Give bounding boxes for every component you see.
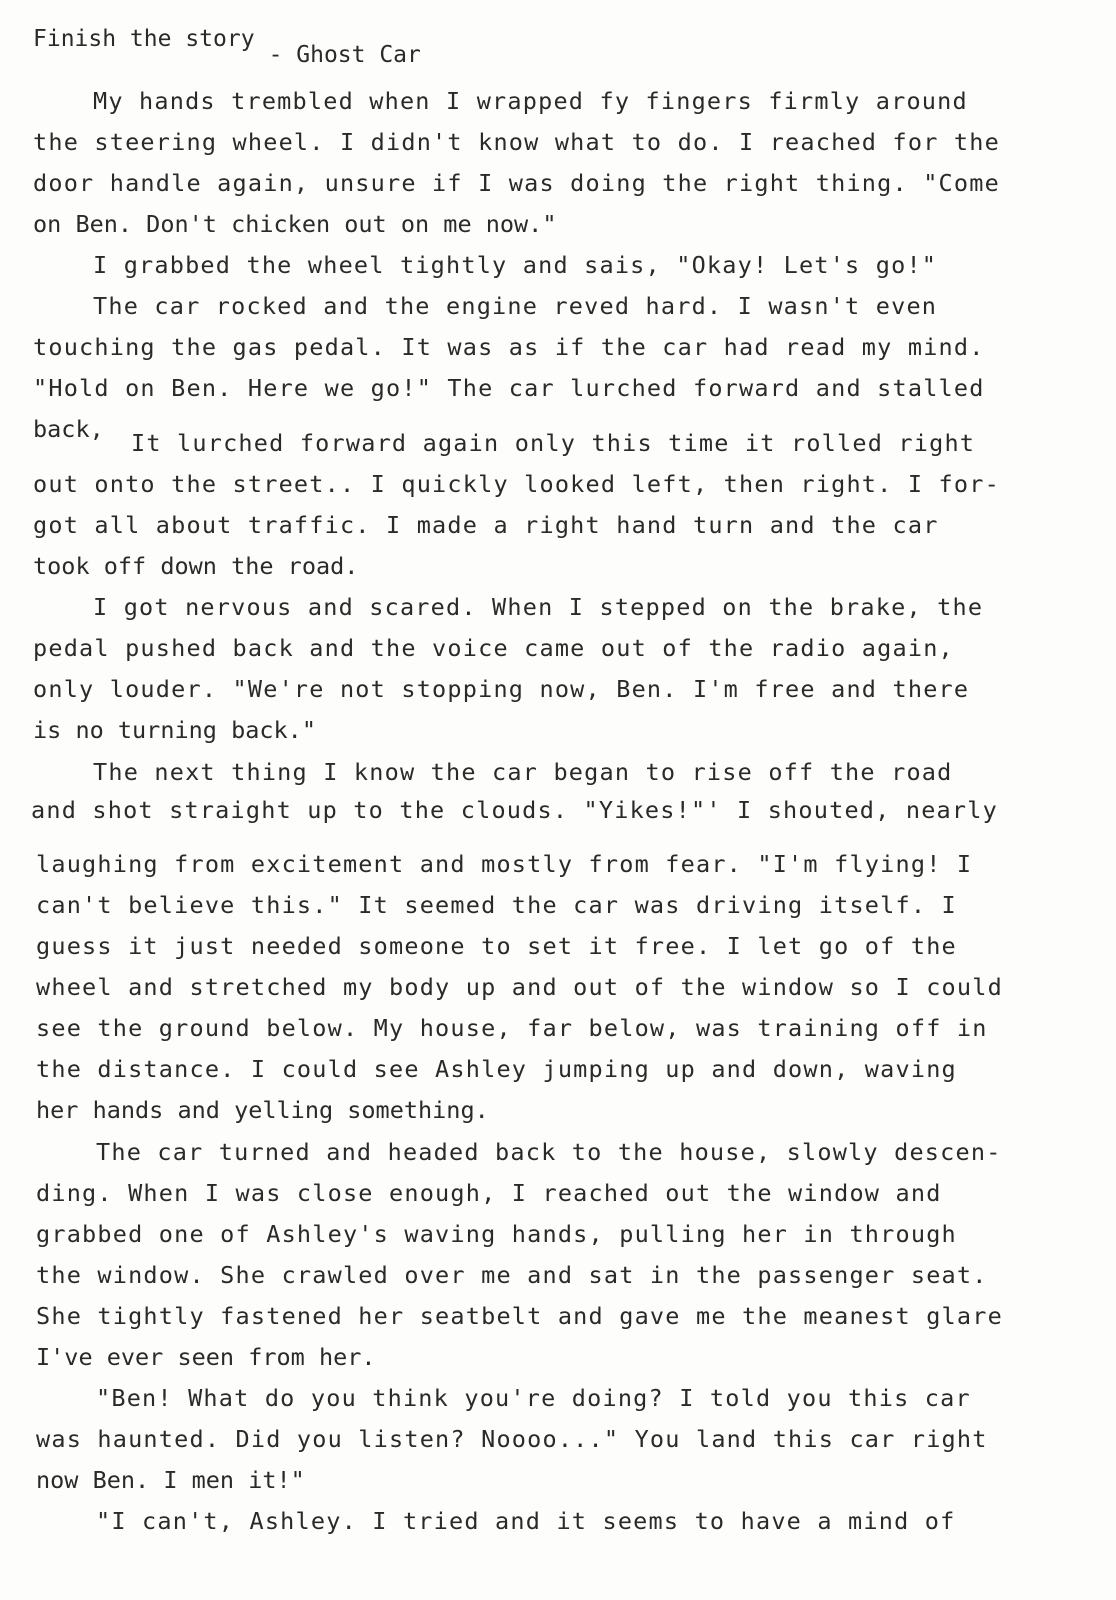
text-line: "Ben! What do you think you're doing? I told you this car	[96, 1384, 971, 1412]
text-line: back,	[33, 415, 104, 443]
text-line: I grabbed the wheel tightly and sais, "Okay! Let's go!"	[93, 251, 938, 279]
text-line: The car turned and headed back to the house, slowly descen-	[96, 1138, 1002, 1166]
text-line: pedal pushed back and the voice came out of the radio again,	[33, 634, 954, 662]
story-title	[33, 26, 421, 68]
text-line: I got nervous and scared. When I stepped on the brake, the	[93, 593, 984, 621]
text-line: door handle again, unsure if I was doing the right thing. "Come	[33, 169, 1000, 197]
text-line: now Ben. I men it!"	[36, 1466, 305, 1494]
text-line: only louder. "We're not stopping now, Ben. I'm free and there	[33, 675, 970, 703]
text-line: got all about traffic. I made a right hand turn and the car	[33, 511, 939, 539]
text-line: out onto the street.. I quickly looked left, then right. I for-	[33, 470, 1000, 498]
text-line: on Ben. Don't chicken out on me now."	[33, 210, 557, 238]
text-line: The car rocked and the engine reved hard. I wasn't even	[93, 292, 938, 320]
text-line: guess it just needed someone to set it free. I let go of the	[36, 932, 957, 960]
title-suffix: - Ghost Car	[268, 42, 421, 68]
text-line: The next thing I know the car began to rise off the road	[93, 758, 953, 786]
text-line: was haunted. Did you listen? Noooo..." You land this car right	[36, 1425, 988, 1453]
text-line: She tightly fastened her seatbelt and gave me the meanest glare	[36, 1302, 1003, 1330]
text-line: and shot straight up to the clouds. "Yikes!"' I shouted, nearly	[31, 796, 998, 824]
text-line: laughing from excitement and mostly from fear. "I'm flying! I	[36, 850, 973, 878]
text-line: see the ground below. My house, far below, was training off in	[36, 1014, 988, 1042]
text-line: It lurched forward again only this time it rolled right	[131, 429, 976, 457]
text-line: is no turning back."	[33, 716, 316, 744]
text-line: My hands trembled when I wrapped fy fingers firmly around	[93, 87, 968, 115]
title-prefix: Finish the story	[33, 26, 255, 52]
text-line: "Hold on Ben. Here we go!" The car lurched forward and stalled	[33, 374, 985, 402]
text-line: wheel and stretched my body up and out of the window so I could	[36, 973, 1003, 1001]
text-line: ding. When I was close enough, I reached out the window and	[36, 1179, 942, 1207]
text-line: took off down the road.	[33, 552, 359, 580]
text-line: grabbed one of Ashley's waving hands, pulling her in through	[36, 1220, 957, 1248]
text-line: the distance. I could see Ashley jumping up and down, waving	[36, 1055, 957, 1083]
text-line: can't believe this." It seemed the car was driving itself. I	[36, 891, 957, 919]
text-line: the steering wheel. I didn't know what to do. I reached for the	[33, 128, 1000, 156]
text-line: I've ever seen from her.	[36, 1343, 376, 1371]
text-line: touching the gas pedal. It was as if the car had read my mind.	[33, 333, 985, 361]
text-line: her hands and yelling something.	[36, 1096, 489, 1124]
text-line: "I can't, Ashley. I tried and it seems to have a mind of	[96, 1507, 956, 1535]
text-line: the window. She crawled over me and sat in the passenger seat.	[36, 1261, 988, 1289]
